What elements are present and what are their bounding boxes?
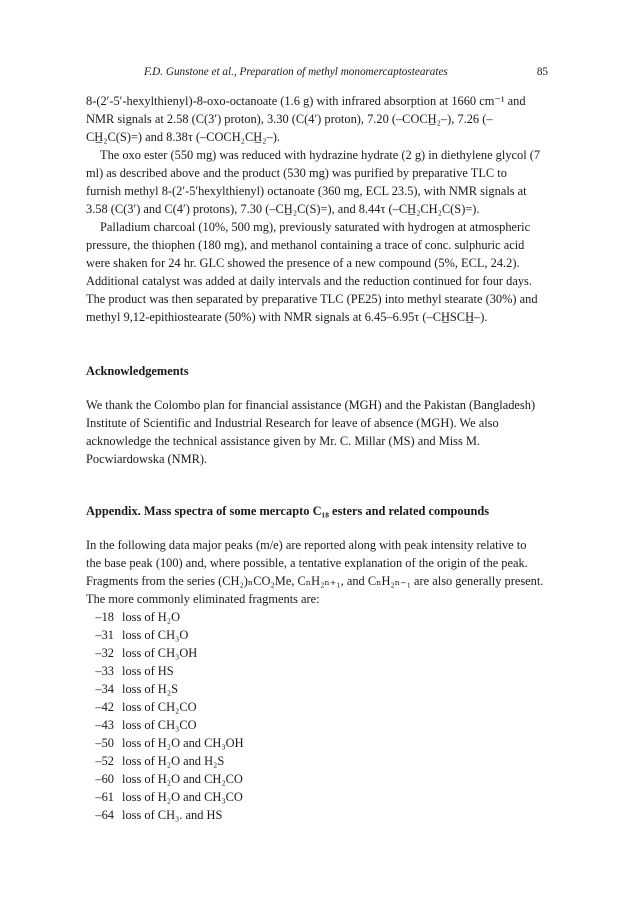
fragment-loss-list xyxy=(86,608,544,824)
fragment-loss-item xyxy=(86,680,544,698)
running-head-title: F.D. Gunstone et al., Preparation of methyl monomercaptostearates xyxy=(144,66,448,78)
loss-description: loss of CH₃. and HS xyxy=(122,808,223,822)
appendix-heading: Appendix. Mass spectra of some mercapto C₁₈ esters and related compounds xyxy=(86,504,490,518)
acknowledgements-heading: Acknowledgements xyxy=(86,364,189,378)
loss-mass: –43 xyxy=(95,718,114,732)
loss-description: loss of CH₃O xyxy=(122,628,189,642)
loss-description: loss of CH₃CO xyxy=(122,718,197,732)
fragment-loss-item xyxy=(86,698,544,716)
acknowledgements-text: We thank the Colombo plan for financial assistance (MGH) and the Pakistan (Bangladesh) Institute of Scientific and Industrial Research for leave of absence (MGH). We also acknowledge the technical assistance given by Mr. C. Millar (MS) and Miss M. Pocwiardowska (NMR). xyxy=(86,398,536,466)
appendix-intro: In the following data major peaks (m/e) are reported along with peak intensity relative to the base peak (100) and, where possible, a tentative explanation of the origin of the peak. Fragments from the series (CH₂)ₙCO₂Me, CₙH₂ₙ₊₁, and CₙH₂ₙ₋₁ are also generally present. The more commonly eliminated fragments are: xyxy=(86,538,544,606)
paragraph-oxo-octanoate: 8-(2′-5′-hexylthienyl)-8-oxo-octanoate (1.6 g) with infrared absorption at 1660 cm⁻¹ and NMR signals at 2.58 (C(3′) proton), 3.30 (C(4′) proton), 7.20 (–COCH̲₂–), 7.26 (–CH̲₂C(S)=) and 8.38τ (–COCH₂CH̲₂–). xyxy=(86,94,526,144)
fragment-loss-item xyxy=(86,806,544,824)
page-number: 85 xyxy=(536,66,548,78)
loss-description: loss of CH₃OH xyxy=(122,646,198,660)
fragment-loss-item xyxy=(86,752,544,770)
loss-description: loss of H₂O and CH₂CO xyxy=(122,772,243,786)
fragment-loss-item xyxy=(86,716,544,734)
loss-description: loss of HS xyxy=(122,664,174,678)
paragraph-reduction: The oxo ester (550 mg) was reduced with hydrazine hydrate (2 g) in diethylene glycol (7 ml) as described above and the product (530 mg) was purified by preparative TLC to furnish methyl 8-(2′-5′hexylthienyl) octanoate (360 mg, ECL 23.5), with NMR signals at 3.58 (C(3′) and C(4′) protons), 7.30 (–CH̲₂C(S)=), and 8.44τ (–CH̲₂CH₂C(S)=). xyxy=(86,148,541,216)
loss-mass: –32 xyxy=(95,646,114,660)
loss-mass: –33 xyxy=(95,664,114,678)
running-head xyxy=(86,66,548,84)
loss-description: loss of H₂S xyxy=(122,682,178,696)
loss-description: loss of H₂O and CH₃CO xyxy=(122,790,243,804)
article-body xyxy=(86,92,544,824)
loss-mass: –50 xyxy=(95,736,114,750)
loss-description: loss of H₂O and CH₃OH xyxy=(122,736,244,750)
loss-description: loss of H₂O and H₂S xyxy=(122,754,225,768)
loss-mass: –42 xyxy=(95,700,114,714)
loss-description: loss of CH₂CO xyxy=(122,700,197,714)
fragment-loss-item xyxy=(86,788,544,806)
paper-page xyxy=(86,66,548,824)
loss-mass: –64 xyxy=(95,808,114,822)
fragment-loss-item xyxy=(86,662,544,680)
loss-mass: –18 xyxy=(95,610,114,624)
fragment-loss-item xyxy=(86,626,544,644)
fragment-loss-item xyxy=(86,734,544,752)
paragraph-hydrogenation: Palladium charcoal (10%, 500 mg), previously saturated with hydrogen at atmospheric pressure, the thiophen (180 mg), and methanol containing a trace of conc. sulphuric acid were shaken for 24 hr. GLC showed the presence of a new compound (5%, ECL, 24.2). Additional catalyst was added at daily intervals and the reduction continued for four days. The product was then separated by preparative TLC (PE25) into methyl stearate (30%) and methyl 9,12-epithiostearate (50%) with NMR signals at 6.45–6.95τ (–CH̲SCH̲–). xyxy=(86,220,538,324)
fragment-loss-item xyxy=(86,608,544,626)
loss-mass: –52 xyxy=(95,754,114,768)
loss-mass: –61 xyxy=(95,790,114,804)
fragment-loss-item xyxy=(86,644,544,662)
loss-mass: –31 xyxy=(95,628,114,642)
fragment-loss-item xyxy=(86,770,544,788)
loss-mass: –34 xyxy=(95,682,114,696)
loss-description: loss of H₂O xyxy=(122,610,181,624)
loss-mass: –60 xyxy=(95,772,114,786)
